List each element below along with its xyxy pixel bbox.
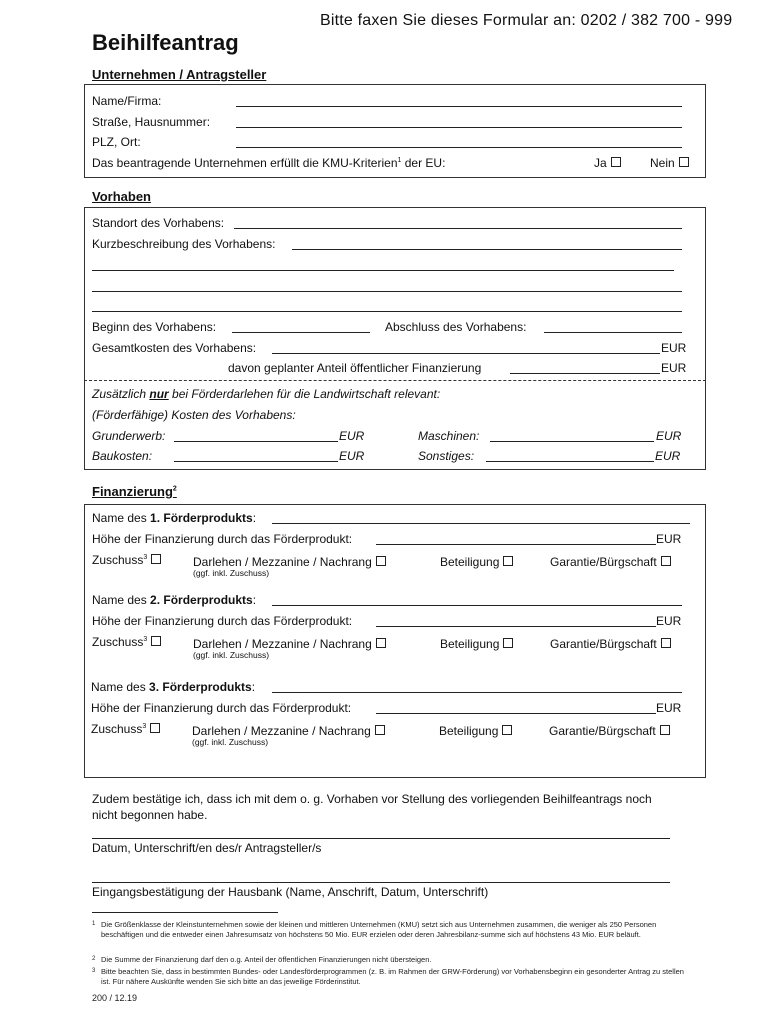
product-3-amount-label: Höhe der Finanzierung durch das Förderprodukt: xyxy=(91,701,352,715)
product-2-grant-option[interactable]: Zuschuss$^3$ xyxy=(92,635,161,649)
project-heading: Vorhaben xyxy=(92,189,151,204)
kmu-no-option[interactable]: Nein xyxy=(650,156,689,170)
currency-label: EUR xyxy=(655,449,681,463)
financing-heading: Finanzierung$^2$ xyxy=(92,484,177,499)
description-line-2[interactable] xyxy=(92,270,674,271)
bank-confirmation-label: Eingangsbestätigung der Hausbank (Name, Anschrift, Datum, Unterschrift) xyxy=(92,885,489,899)
city-label: PLZ, Ort: xyxy=(92,135,141,149)
fax-notice: Bitte faxen Sie dieses Formular an: 0202 / 382 700 - 999 xyxy=(320,12,733,29)
footnote-divider xyxy=(92,912,278,913)
product-1-equity-option[interactable]: Beteiligung xyxy=(440,555,513,569)
product-3-loan-option[interactable]: Darlehen / Mezzanine / Nachrang xyxy=(192,724,385,738)
grant-checkbox[interactable] xyxy=(151,554,161,564)
total-cost-label: Gesamtkosten des Vorhabens: xyxy=(92,341,257,355)
public-share-label: davon geplanter Anteil öffentlicher Finanzierung xyxy=(228,361,482,375)
footnote-2: Die Summe der Finanzierung darf den o.g. Anteil der öffentlichen Finanzierungen nicht übersteigen. xyxy=(101,955,432,964)
machines-field[interactable] xyxy=(490,441,654,442)
signature-label: Datum, Unterschrift/en des/r Antragsteller/s xyxy=(92,841,322,855)
product-3-equity-option[interactable]: Beteiligung xyxy=(439,724,512,738)
agri-note: Zusätzlich nur bei Förderdarlehen für die Landwirtschaft relevant: xyxy=(92,387,441,401)
product-1-amount-field[interactable] xyxy=(376,544,656,545)
loan-note: (ggf. inkl. Zuschuss) xyxy=(193,568,270,578)
city-field[interactable] xyxy=(236,147,682,148)
currency-label: EUR xyxy=(661,341,687,355)
loan-checkbox[interactable] xyxy=(376,638,386,648)
product-3-label: Name des 3. Förderprodukts: xyxy=(91,680,256,694)
street-field[interactable] xyxy=(236,127,682,128)
loan-note: (ggf. inkl. Zuschuss) xyxy=(193,650,270,660)
equity-checkbox[interactable] xyxy=(503,556,513,566)
product-2-amount-field[interactable] xyxy=(376,626,656,627)
end-field[interactable] xyxy=(544,332,682,333)
dashed-separator xyxy=(84,380,706,381)
start-label: Beginn des Vorhabens: xyxy=(92,320,217,334)
kmu-yes-checkbox[interactable] xyxy=(611,157,621,167)
end-label: Abschluss des Vorhabens: xyxy=(385,320,527,334)
grant-checkbox[interactable] xyxy=(151,636,161,646)
product-2-equity-option[interactable]: Beteiligung xyxy=(440,637,513,651)
street-label: Straße, Hausnummer: xyxy=(92,115,211,129)
footnote-3-number: 3 xyxy=(92,968,96,974)
kmu-no-checkbox[interactable] xyxy=(679,157,689,167)
location-label: Standort des Vorhabens: xyxy=(92,216,225,230)
product-2-name-field[interactable] xyxy=(272,605,682,606)
name-label: Name/Firma: xyxy=(92,94,162,108)
machines-label: Maschinen: xyxy=(418,429,480,443)
guarantee-checkbox[interactable] xyxy=(660,725,670,735)
name-field[interactable] xyxy=(236,106,682,107)
guarantee-checkbox[interactable] xyxy=(661,638,671,648)
applicant-heading: Unternehmen / Antragsteller xyxy=(92,67,267,82)
land-label: Grunderwerb: xyxy=(92,429,166,443)
location-field[interactable] xyxy=(234,228,682,229)
total-cost-field[interactable] xyxy=(272,353,660,354)
product-3-amount-field[interactable] xyxy=(376,713,656,714)
product-2-guarantee-option[interactable]: Garantie/Bürgschaft xyxy=(550,637,671,651)
start-field[interactable] xyxy=(232,332,370,333)
page-title: Beihilfeantrag xyxy=(92,30,239,55)
public-share-field[interactable] xyxy=(510,373,660,374)
footnote-3: Bitte beachten Sie, dass in bestimmten Bundes- oder Landesförderprogrammen (z. B. im Rahmen der GRW-Förderung) vor Vorhabensbeginn ein gesonderter Antrag zu stellen ist. Für nähere Auskünfte wenden Sie sich bitte an das jeweilige Förderinstitut. xyxy=(101,967,684,986)
currency-label: EUR xyxy=(656,429,682,443)
currency-label: EUR xyxy=(656,614,682,628)
currency-label: EUR xyxy=(339,429,365,443)
footnote-2-number: 2 xyxy=(92,956,96,962)
product-1-amount-label: Höhe der Finanzierung durch das Förderprodukt: xyxy=(92,532,353,546)
kmu-yes-option[interactable]: Ja xyxy=(594,156,621,170)
footnote-1-number: 1 xyxy=(92,921,96,927)
footnote-1: Die Größenklasse der Kleinstunternehmen sowie der kleinen und mittleren Unternehmen (KMU) setzt sich aus Unternehmen zusammen, die weniger als 250 Personen beschäftigen und die entweder einen Jahresumsatz von höchstens 50 Mio. EUR erzielen oder deren Jahresbilanz-summe sich auf höchstens 43 Mio. EUR beläuft. xyxy=(101,920,657,939)
other-label: Sonstiges: xyxy=(418,449,475,463)
currency-label: EUR xyxy=(339,449,365,463)
description-line-3[interactable] xyxy=(92,291,682,292)
product-2-loan-option[interactable]: Darlehen / Mezzanine / Nachrang xyxy=(193,637,386,651)
loan-note: (ggf. inkl. Zuschuss) xyxy=(192,737,269,747)
product-1-name-field[interactable] xyxy=(272,523,690,524)
loan-checkbox[interactable] xyxy=(375,725,385,735)
form-number: 200 / 12.19 xyxy=(92,993,138,1003)
description-line-4[interactable] xyxy=(92,311,682,312)
construction-field[interactable] xyxy=(174,461,338,462)
construction-label: Baukosten: xyxy=(92,449,153,463)
kmu-question: Das beantragende Unternehmen erfüllt die KMU-Kriterien$^1$ der EU: xyxy=(92,156,446,170)
guarantee-checkbox[interactable] xyxy=(661,556,671,566)
product-1-label: Name des 1. Förderprodukts: xyxy=(92,511,257,525)
currency-label: EUR xyxy=(656,701,682,715)
currency-label: EUR xyxy=(661,361,687,375)
land-field[interactable] xyxy=(174,441,338,442)
eligible-costs-label: (Förderfähige) Kosten des Vorhabens: xyxy=(92,408,296,422)
other-field[interactable] xyxy=(486,461,654,462)
signature-line[interactable] xyxy=(92,838,670,839)
loan-checkbox[interactable] xyxy=(376,556,386,566)
product-3-name-field[interactable] xyxy=(272,692,682,693)
bank-confirmation-line[interactable] xyxy=(92,882,670,883)
product-3-grant-option[interactable]: Zuschuss$^3$ xyxy=(91,722,160,736)
product-3-guarantee-option[interactable]: Garantie/Bürgschaft xyxy=(549,724,670,738)
equity-checkbox[interactable] xyxy=(503,638,513,648)
product-2-label: Name des 2. Förderprodukts: xyxy=(92,593,257,607)
product-1-grant-option[interactable]: Zuschuss$^3$ xyxy=(92,553,161,567)
equity-checkbox[interactable] xyxy=(502,725,512,735)
confirmation-text-line1: Zudem bestätige ich, dass ich mit dem o. g. Vorhaben vor Stellung des vorliegenden Beihilfeantrags noch xyxy=(92,792,652,806)
description-label: Kurzbeschreibung des Vorhabens: xyxy=(92,237,276,251)
confirmation-text-line2: nicht begonnen habe. xyxy=(92,808,208,822)
product-1-loan-option[interactable]: Darlehen / Mezzanine / Nachrang xyxy=(193,555,386,569)
product-2-amount-label: Höhe der Finanzierung durch das Förderprodukt: xyxy=(92,614,353,628)
product-1-guarantee-option[interactable]: Garantie/Bürgschaft xyxy=(550,555,671,569)
currency-label: EUR xyxy=(656,532,682,546)
description-field[interactable] xyxy=(292,249,682,250)
grant-checkbox[interactable] xyxy=(150,723,160,733)
